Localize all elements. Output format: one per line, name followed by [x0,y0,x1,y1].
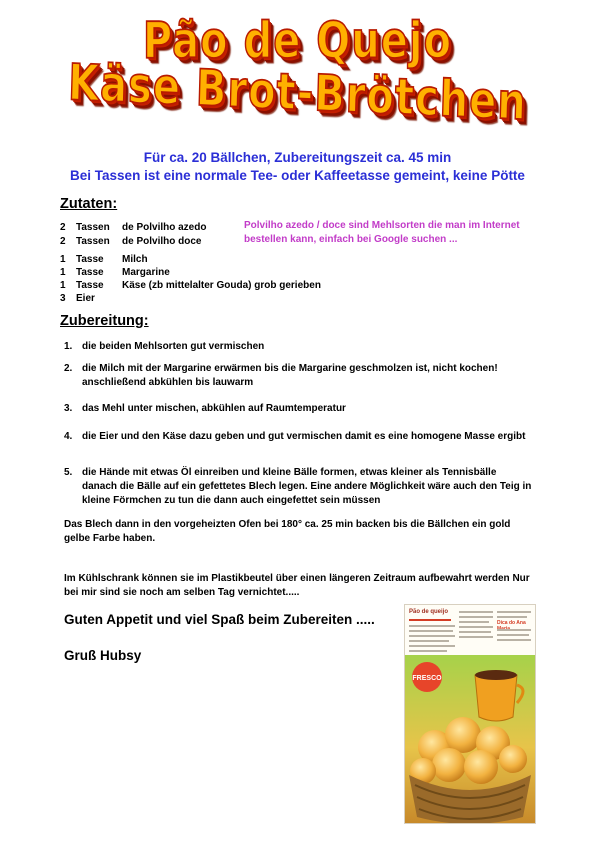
ingredient-unit: Tassen [76,236,110,247]
zubereitung-heading: Zubereitung: [60,313,149,329]
recipe-subtitle: Käse Brot-Brötchen [67,54,528,132]
ingredient-name: Margarine [122,267,170,278]
intro-yield-time: Für ca. 20 Bällchen, Zubereitungszeit ca. 45 min [143,150,452,165]
ingredient-unit: Tasse [76,254,104,265]
ingredient-unit: Tasse [76,267,104,278]
ingredient-unit: Tasse [76,280,104,291]
step-number: 2. [64,363,73,374]
ingredient-name: de Polvilho azedo [122,222,207,233]
ingredient-qty: 1 [60,254,66,265]
oven-instructions: Das Blech dann in den vorgeheizten Ofen bei 180° ca. 25 min backen bis die Bällchen ein gold gelbe Farbe haben. [64,519,511,544]
ingredient-qty: 3 [60,293,66,304]
ingredient-unit: Eier [76,293,95,304]
ingredient-qty: 2 [60,222,66,233]
closing-greeting: Gruß Hubsy [64,648,142,663]
step-number: 5. [64,467,73,478]
closing-appetit: Guten Appetit und viel Spaß beim Zubereiten ..... [64,612,375,627]
step-text: die Milch mit der Margarine erwärmen bis die Margarine geschmolzen ist, nicht kochen! anschließend abkühlen bis lauwarm [82,363,498,388]
step-number: 1. [64,341,73,352]
intro-cup-note: Bei Tassen ist eine normale Tee- oder Kaffeetasse gemeint, keine Pötte [70,168,525,183]
ingredient-qty: 1 [60,267,66,278]
step-number: 3. [64,403,73,414]
cheese-bread-photo [405,655,535,823]
magazine-side-heading-label: Dica do [497,620,516,626]
step-number: 4. [64,431,73,442]
step-text: die Hände mit etwas Öl einreiben und kleine Bälle formen, etwas kleiner als Tennisbälle danach die Bälle auf ein gefettetes Blech legen. Eine andere Möglichkeit wäre auch den Teig in kleine Förmchen zu tun die dann auch eingefettet sein müssen [82,467,532,506]
step-text: die Eier und den Käse dazu geben und gut vermischen damit es eine homogene Masse ergibt [82,431,526,442]
flour-note: Polvilho azedo / doce sind Mehlsorten die man im Internet bestellen kann, einfach bei Google suchen ... [244,220,520,245]
ingredient-name: Käse (zb mittelalter Gouda) grob gerieben [122,280,321,291]
magazine-clipping-image [404,604,536,824]
recipe-title: Pão de Quejo [142,12,453,70]
magazine-heading: Pão de queijo [409,609,449,615]
step-text: das Mehl unter mischen, abkühlen auf Raumtemperatur [82,403,346,414]
ingredient-name: de Polvilho doce [122,236,202,247]
ingredient-qty: 1 [60,280,66,291]
ingredient-unit: Tassen [76,222,110,233]
ingredient-name: Milch [122,254,148,265]
magazine-side-name: Ana [516,620,526,626]
magazine-badge: FRESCO [412,675,442,682]
storage-note: Im Kühlschrank können sie im Plastikbeutel über einen längeren Zeitraum aufbewahrt werden Nur bei mir sind sie noch am selben Tag vernichtet..... [64,573,530,598]
step-text: die beiden Mehlsorten gut vermischen [82,341,265,352]
ingredient-qty: 2 [60,236,66,247]
zutaten-heading: Zutaten: [60,196,118,212]
